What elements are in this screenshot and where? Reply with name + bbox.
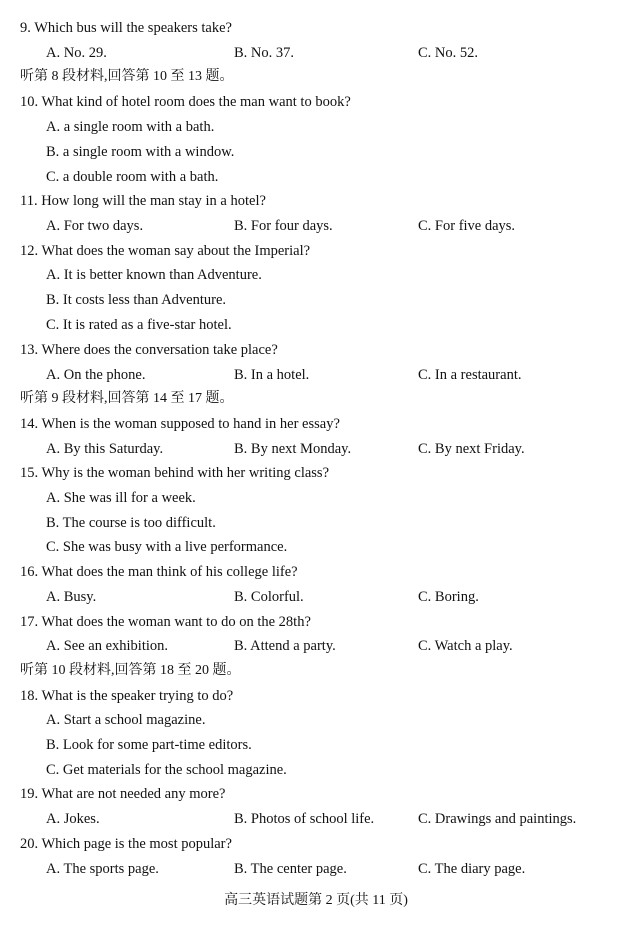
question-13-options bbox=[0, 364, 632, 386]
option-b: B. The course is too difficult. bbox=[46, 515, 216, 531]
question-10: 10. What kind of hotel room does the man want to book? bbox=[20, 94, 351, 110]
question-17: 17. What does the woman want to do on the 28th? bbox=[20, 614, 311, 630]
option-c: C. She was busy with a live performance. bbox=[46, 539, 288, 555]
option-a: A. She was ill for a week. bbox=[46, 490, 196, 506]
question-13: 13. Where does the conversation take place? bbox=[20, 342, 278, 358]
option-c: C. It is rated as a five-star hotel. bbox=[46, 317, 232, 333]
question-9-options bbox=[0, 42, 632, 64]
section-10-instruction: 听第 10 段材料,回答第 18 至 20 题。 bbox=[20, 663, 241, 678]
option-b: B. a single room with a window. bbox=[46, 144, 235, 160]
option-a: A. See an exhibition. bbox=[46, 638, 169, 654]
option-b: B. Look for some part-time editors. bbox=[46, 737, 252, 753]
question-17-options bbox=[0, 635, 632, 657]
question-12: 12. What does the woman say about the Imperial? bbox=[20, 243, 311, 259]
option-c: C. In a restaurant. bbox=[418, 367, 522, 383]
option-a: A. a single room with a bath. bbox=[46, 119, 215, 135]
option-a: A. The sports page. bbox=[46, 861, 159, 877]
option-a: A. It is better known than Adventure. bbox=[46, 267, 262, 283]
option-b: B. For four days. bbox=[234, 218, 333, 234]
option-a: A. Start a school magazine. bbox=[46, 712, 206, 728]
question-14: 14. When is the woman supposed to hand in her essay? bbox=[20, 416, 340, 432]
option-c: C. Watch a play. bbox=[418, 638, 513, 654]
option-c: C. Drawings and paintings. bbox=[418, 811, 577, 827]
option-a: A. Busy. bbox=[46, 589, 97, 605]
option-c: C. By next Friday. bbox=[418, 441, 525, 457]
option-c: C. For five days. bbox=[418, 218, 516, 234]
option-c: C. No. 52. bbox=[418, 45, 479, 61]
question-20-options bbox=[0, 858, 632, 880]
option-c: C. a double room with a bath. bbox=[46, 169, 219, 185]
option-b: B. In a hotel. bbox=[234, 367, 310, 383]
option-b: B. Photos of school life. bbox=[234, 811, 375, 827]
option-c: C. The diary page. bbox=[418, 861, 526, 877]
question-20: 20. Which page is the most popular? bbox=[20, 836, 232, 852]
option-a: A. No. 29. bbox=[46, 45, 107, 61]
question-9: 9. Which bus will the speakers take? bbox=[20, 20, 232, 36]
option-a: A. For two days. bbox=[46, 218, 144, 234]
option-a: A. By this Saturday. bbox=[46, 441, 164, 457]
option-b: B. Colorful. bbox=[234, 589, 304, 605]
section-9-instruction: 听第 9 段材料,回答第 14 至 17 题。 bbox=[20, 391, 234, 406]
question-19: 19. What are not needed any more? bbox=[20, 786, 226, 802]
option-b: B. Attend a party. bbox=[234, 638, 336, 654]
question-16: 16. What does the man think of his college life? bbox=[20, 564, 298, 580]
question-19-options bbox=[0, 808, 632, 830]
option-a: A. On the phone. bbox=[46, 367, 146, 383]
option-b: B. The center page. bbox=[234, 861, 347, 877]
option-a: A. Jokes. bbox=[46, 811, 100, 827]
option-c: C. Get materials for the school magazine. bbox=[46, 762, 287, 778]
question-18: 18. What is the speaker trying to do? bbox=[20, 688, 234, 704]
question-11-options bbox=[0, 215, 632, 237]
question-16-options bbox=[0, 586, 632, 608]
question-15: 15. Why is the woman behind with her writing class? bbox=[20, 465, 330, 481]
option-b: B. It costs less than Adventure. bbox=[46, 292, 227, 308]
section-8-instruction: 听第 8 段材料,回答第 10 至 13 题。 bbox=[20, 69, 234, 84]
question-14-options bbox=[0, 438, 632, 460]
page-footer: 高三英语试题第 2 页(共 11 页) bbox=[224, 893, 408, 908]
option-b: B. By next Monday. bbox=[234, 441, 352, 457]
option-c: C. Boring. bbox=[418, 589, 479, 605]
option-b: B. No. 37. bbox=[234, 45, 295, 61]
question-11: 11. How long will the man stay in a hotel? bbox=[20, 193, 266, 209]
